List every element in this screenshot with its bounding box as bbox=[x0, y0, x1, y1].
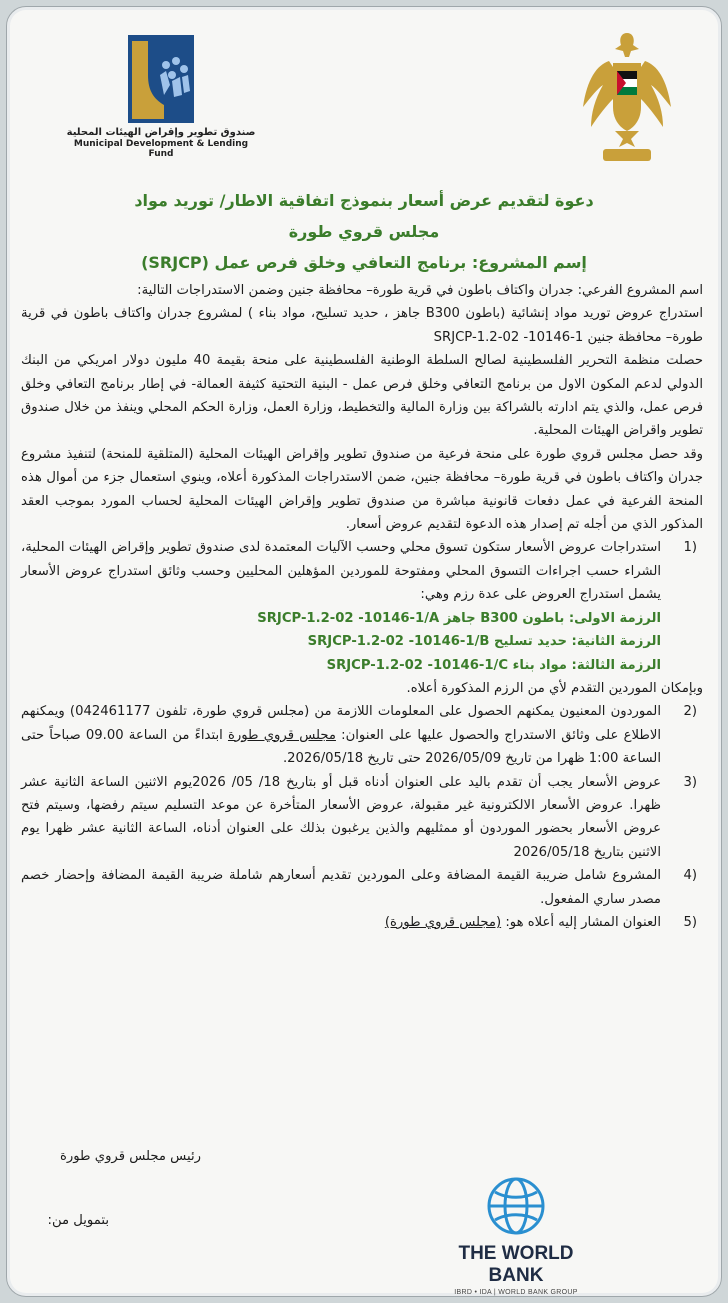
clause-text: المشروع شامل ضريبة القيمة المضافة وعلى الموردين تقديم أسعارهم شاملة ضريبة القيمة المضافة وإحضار خصم مصدر ساري المفعول. bbox=[21, 868, 661, 907]
world-bank-name: THE WORLD BANK bbox=[458, 1243, 574, 1286]
packages-note: وبإمكان الموردين التقدم لأي من الرزم المذكورة أعلاه. bbox=[406, 680, 703, 696]
clause-number: 1) bbox=[683, 540, 697, 556]
clause-text bbox=[21, 911, 661, 934]
subgrant-paragraph: وقد حصل مجلس قروي طورة على منحة فرعية من صندوق تطوير وإقراض الهيئات المحلية (المتلقية للمنحة) لتنفيذ مشروع جدران واكتاف باطون في قرية طورة– محافظة جنين، ضمن الاستدراجات المذكورة أعلاه، وينوي استعمال جزء من أموال هذه المنحة الفرعية في عمل دفعات قانونية مباشرة من صندوق تطوير وإقراض الهيئات المحلية لحساب المورد بموجب العقد المذكور الذي من أجله تم إصدار هذه الدعوة لتقديم عروض أسعار. bbox=[21, 446, 703, 533]
clause-number: 3) bbox=[683, 774, 697, 790]
title-council: مجلس قروي طورة bbox=[288, 222, 440, 241]
title-project-name: إسم المشروع: برنامج التعافي وخلق فرص عمل (SRJCP) bbox=[141, 253, 587, 272]
clause-text-part: ابتداءً من الساعة 09.00 صباحاً حتى الساعة 1:00 ظهرا من تاريخ 2026/05/09 حتى تاريخ 2026/05/18. bbox=[21, 727, 661, 767]
package-code: SRJCP-1.2-02 -10146-1/B bbox=[307, 634, 490, 650]
titles bbox=[27, 185, 701, 278]
subproject-name-paragraph: اسم المشروع الفرعي: جدران واكتاف باطون في قرية طورة– محافظة جنين وضمن الاستدراجات التالية: bbox=[137, 283, 703, 298]
package-label: الرزمة الثانية: حديد تسليح bbox=[494, 634, 661, 650]
clause-number: 2) bbox=[683, 704, 697, 720]
package-label: الرزمة الثالثة: مواد بناء bbox=[512, 657, 661, 673]
mdlf-logo-icon bbox=[128, 35, 194, 123]
council-address: مجلس قروي طورة bbox=[227, 727, 336, 743]
header bbox=[7, 7, 721, 177]
palestine-eagle-emblem-icon bbox=[579, 27, 675, 167]
world-bank-globe-icon bbox=[487, 1177, 545, 1235]
clause-1 bbox=[21, 536, 703, 676]
clause-text-part: الموردون المعنيون يمكنهم الحصول على المعلومات اللازمة من (مجلس قروي طورة، تلفون 042461177) ويمكنهم الاطلاع على وثائق الاستدراج والحصول عليها على العنوان: bbox=[21, 704, 662, 743]
clause-5 bbox=[21, 911, 703, 934]
world-bank-subtitle: IBRD • IDA | WORLD BANK GROUP bbox=[454, 1289, 578, 1296]
mdlf-name-english: Municipal Development & Lending Fund bbox=[73, 139, 249, 159]
package-1 bbox=[21, 607, 661, 630]
grant-paragraph: حصلت منظمة التحرير الفلسطينية لصالح السلطة الوطنية الفلسطينية على منحة بقيمة 40 مليون دولار امريكي من البنك الدولي لدعم المكون الاول من برنامج التعافي وخلق فرص عمل - البنية التحتية كثيفة العمالة- في إطار برنامج التعافي وخلق فرص عمل، والذي يتم ادارته بالشراكة بين وزارة المالية والتخطيط، وزارة العمل، وزارة الحكم المحلي وينفذ من خلال صندوق تطوير واقراض الهيئات المحلية. bbox=[21, 353, 703, 439]
clause-text bbox=[21, 700, 661, 770]
mdlf-logo-block bbox=[61, 35, 261, 159]
clause-text: عروض الأسعار يجب أن تقدم باليد على العنوان أدناه قبل أو بتاريخ 18/ 05/ 2026يوم الاثنين الساعة الثانية عشر ظهرا. عروض الأسعار الالكترونية غير مقبولة، عروض الأسعار المتأخرة عن موعد التسليم سيتم رفضها، وسيتم فتح عروض الأسعار بحضور الموردون أو ممثليهم والذين يرغبون بذلك على العنوان أدناه، الساعة الثانية عشر ظهرا يوم الاثنين بتاريخ 2026/05/18 bbox=[21, 774, 662, 860]
package-code: SRJCP-1.2-02 -10146-1/A bbox=[257, 610, 440, 626]
package-2 bbox=[21, 630, 661, 653]
announcement-page bbox=[6, 6, 722, 1297]
package-code: SRJCP-1.2-02 -10146-1/C bbox=[326, 657, 509, 673]
announcement-body bbox=[21, 279, 703, 934]
clause-2 bbox=[21, 700, 703, 770]
package-label: الرزمة الاولى: باطون B300 جاهز bbox=[443, 610, 661, 626]
clause-text-part: العنوان المشار إليه أعلاه هو: bbox=[501, 914, 661, 930]
clause-number: 5) bbox=[683, 914, 697, 930]
clause-text: استدراجات عروض الأسعار ستكون تسوق محلي وحسب الآليات المعتمدة لدى صندوق تطوير وإقراض الهيئات المحلية، الشراء حسب اجراءات التسوق المحلي ومفتوحة للموردين المؤهلين المحليين وحسب وثائق استدراج عروض الأسعار يشمل استدراج العروض على عدة رزم وهي: bbox=[21, 540, 661, 603]
clause-number: 4) bbox=[683, 868, 697, 884]
title-invitation: دعوة لتقديم عرض أسعار بنموذج اتفاقية الاطار/ توريد مواد bbox=[134, 191, 594, 210]
procurement-scope-paragraph: استدراج عروض توريد مواد إنشائية (باطون B300 جاهز ، حديد تسليح، مواد بناء ) لمشروع جدران واكتاف باطون في قرية طورة– محافظة جنين SRJCP-1.2-02 -10146-1 bbox=[21, 306, 703, 345]
submission-address: (مجلس قروي طورة) bbox=[384, 914, 502, 930]
funding-label: بتمويل من: bbox=[47, 1213, 109, 1228]
world-bank-logo bbox=[431, 1177, 601, 1296]
package-3 bbox=[21, 654, 661, 677]
clause-4 bbox=[21, 864, 703, 911]
clause-3 bbox=[21, 771, 703, 865]
signature: رئيس مجلس قروي طورة bbox=[59, 1149, 201, 1164]
mdlf-name-arabic: صندوق تطوير وإقراض الهيئات المحلية bbox=[66, 127, 256, 138]
